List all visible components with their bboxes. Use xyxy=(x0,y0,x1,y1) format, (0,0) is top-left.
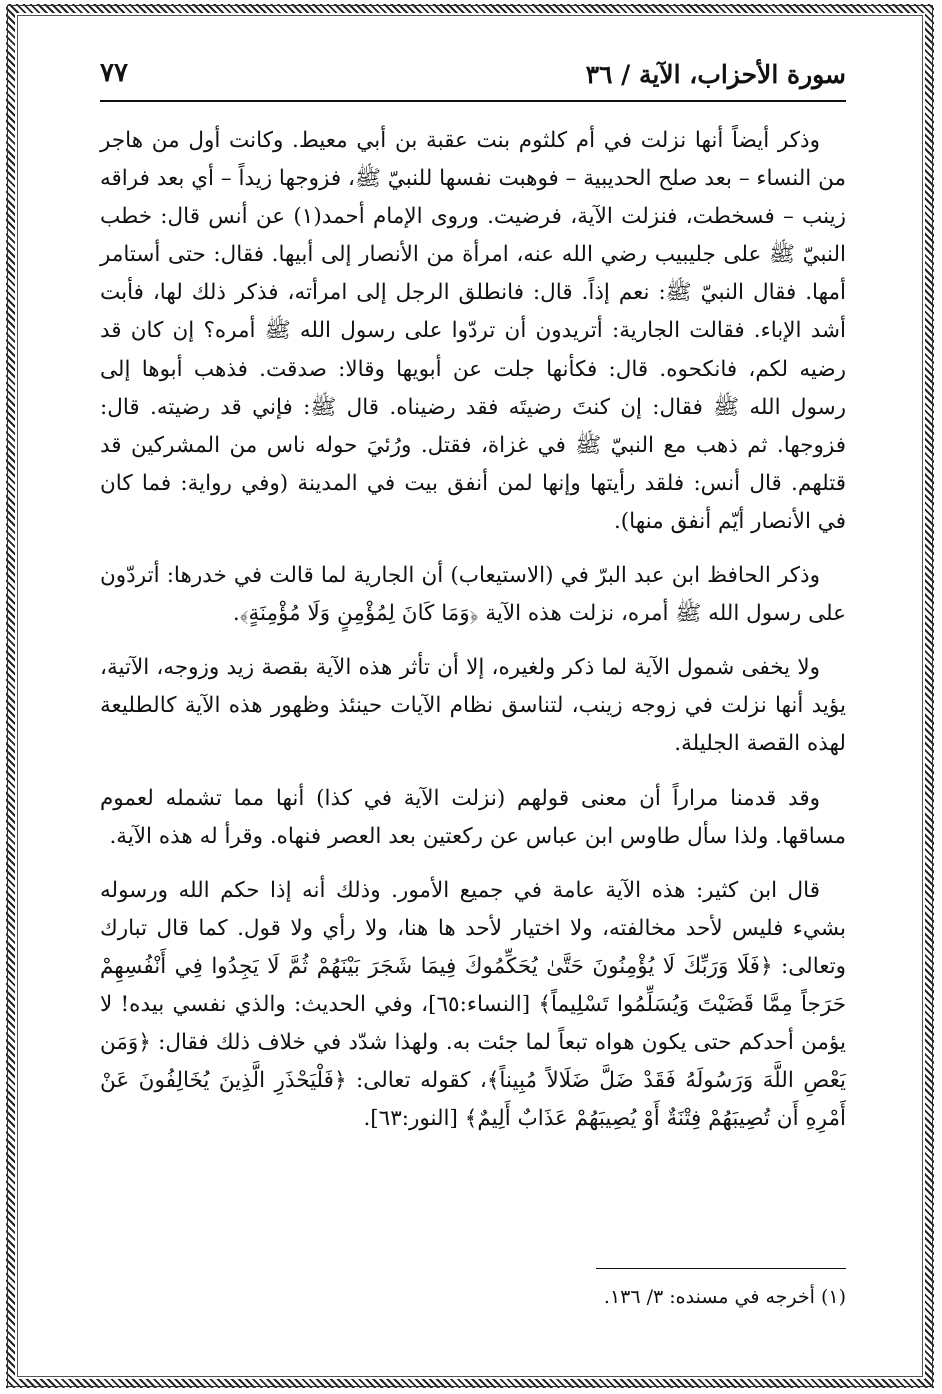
paragraph: وذكر الحافظ ابن عبد البرّ في (الاستيعاب) أن الجارية لما قالت في خدرها: أتردّون على رسول الله ﷺ أمره، نزلت هذه الآية ﴿وَمَا كَانَ لِمُؤْمِنٍ وَلَا مُؤْمِنَةٍ﴾. xyxy=(100,563,846,627)
running-header xyxy=(100,52,846,98)
surah-verse-title: سورة الأحزاب، الآية / ٣٦ xyxy=(585,60,846,89)
main-text xyxy=(100,122,846,1154)
header-rule xyxy=(100,100,846,102)
paragraph: قال ابن كثير: هذه الآية عامة في جميع الأمور. وذلك أنه إذا حكم الله ورسوله بشيء فليس لأحد مخالفته، ولا اختيار لأحد ها هنا، ولا رأي ولا قول. كما قال تبارك وتعالى: ﴿فَلَا وَرَبِّكَ لَا يُؤْمِنُونَ حَتَّىٰ يُحَكِّمُوكَ فِيمَا شَجَرَ بَيْنَهُمْ ثُمَّ لَا يَجِدُوا فِي أَنْفُسِهِمْ حَرَجاً مِمَّا قَضَيْتَ وَيُسَلِّمُوا تَسْلِيماً﴾ [النساء:٦٥]، وفي الحديث: والذي نفسي بيده! لا يؤمن أحدكم حتى يكون هواه تبعاً لما جئت به. ولهذا شدّد في خلاف ذلك فقال: ﴿وَمَن يَعْصِ اللَّهَ وَرَسُولَهُ فَقَدْ ضَلَّ ضَلَالاً مُبِيناً﴾، كقوله تعالى: ﴿فَلْيَحْذَرِ الَّذِينَ يُخَالِفُونَ عَنْ أَمْرِهِ أَن تُصِيبَهُمْ فِتْنَةٌ أَوْ يُصِيبَهُمْ عَذَابٌ أَلِيمٌ﴾ [النور:٦٣]. xyxy=(100,877,847,1132)
footnote: (١) أخرجه في مسنده: ٣/ ١٣٦. xyxy=(603,1286,846,1308)
paragraph: ولا يخفى شمول الآية لما ذكر ولغيره، إلا أن تأثر هذه الآية بقصة زيد وزوجه، الآتية، يؤيد أنها نزلت في زوجه زينب، لتناسق نظام الآيات حينئذ وظهور هذه الآية كالطليعة لهذه القصة الجليلة. xyxy=(100,655,846,757)
footnote-separator xyxy=(596,1268,846,1269)
paragraph: وقد قدمنا مراراً أن معنى قولهم (نزلت الآية في كذا) أنها مما تشمله لعموم مساقها. ولذا سأل طاوس ابن عباس عن ركعتين بعد العصر فنهاه. وقرأ له هذه الآية. xyxy=(100,785,846,849)
page-number: ٧٧ xyxy=(100,58,128,88)
paragraph: وذكر أيضاً أنها نزلت في أم كلثوم بنت عقبة بن أبي معيط. وكانت أول من هاجر من النساء – بعد صلح الحديبية – فوهبت نفسها للنبيّ ﷺ، فزوجها زيداً – أي بعد فراقه زينب – فسخطت، فنزلت الآية، فرضيت. وروى الإمام أحمد(١) عن أنس قال: خطب النبيّ ﷺ على جليبيب رضي الله عنه، امرأة من الأنصار إلى أبيها. فقال: حتى أستامر أمها. فقال النبيّ ﷺ: نعم إذاً. قال: فانطلق الرجل إلى امرأته، فذكر ذلك لها، فأبت أشد الإباء. فقالت الجارية: أتريدون أن تردّوا على رسول الله ﷺ أمره؟ إن كان قد رضيه لكم، فانكحوه. قال: فكأنها جلت عن أبويها وقالا: صدقت. فذهب أبوها إلى رسول الله ﷺ فقال: إن كنتَ رضيتَه فقد رضيناه. قال ﷺ: فإني قد رضيته. قال: فزوجها. ثم ذهب مع النبيّ ﷺ في غزاة، فقتل. ورُئيَ حوله ناس من المشركين قد قتلهم. قال أنس: فلقد رأيتها وإنها لمن أنفق بيت في المدينة (وفي رواية: فما كان في الأنصار أيّم أنفق منها). xyxy=(100,128,846,534)
